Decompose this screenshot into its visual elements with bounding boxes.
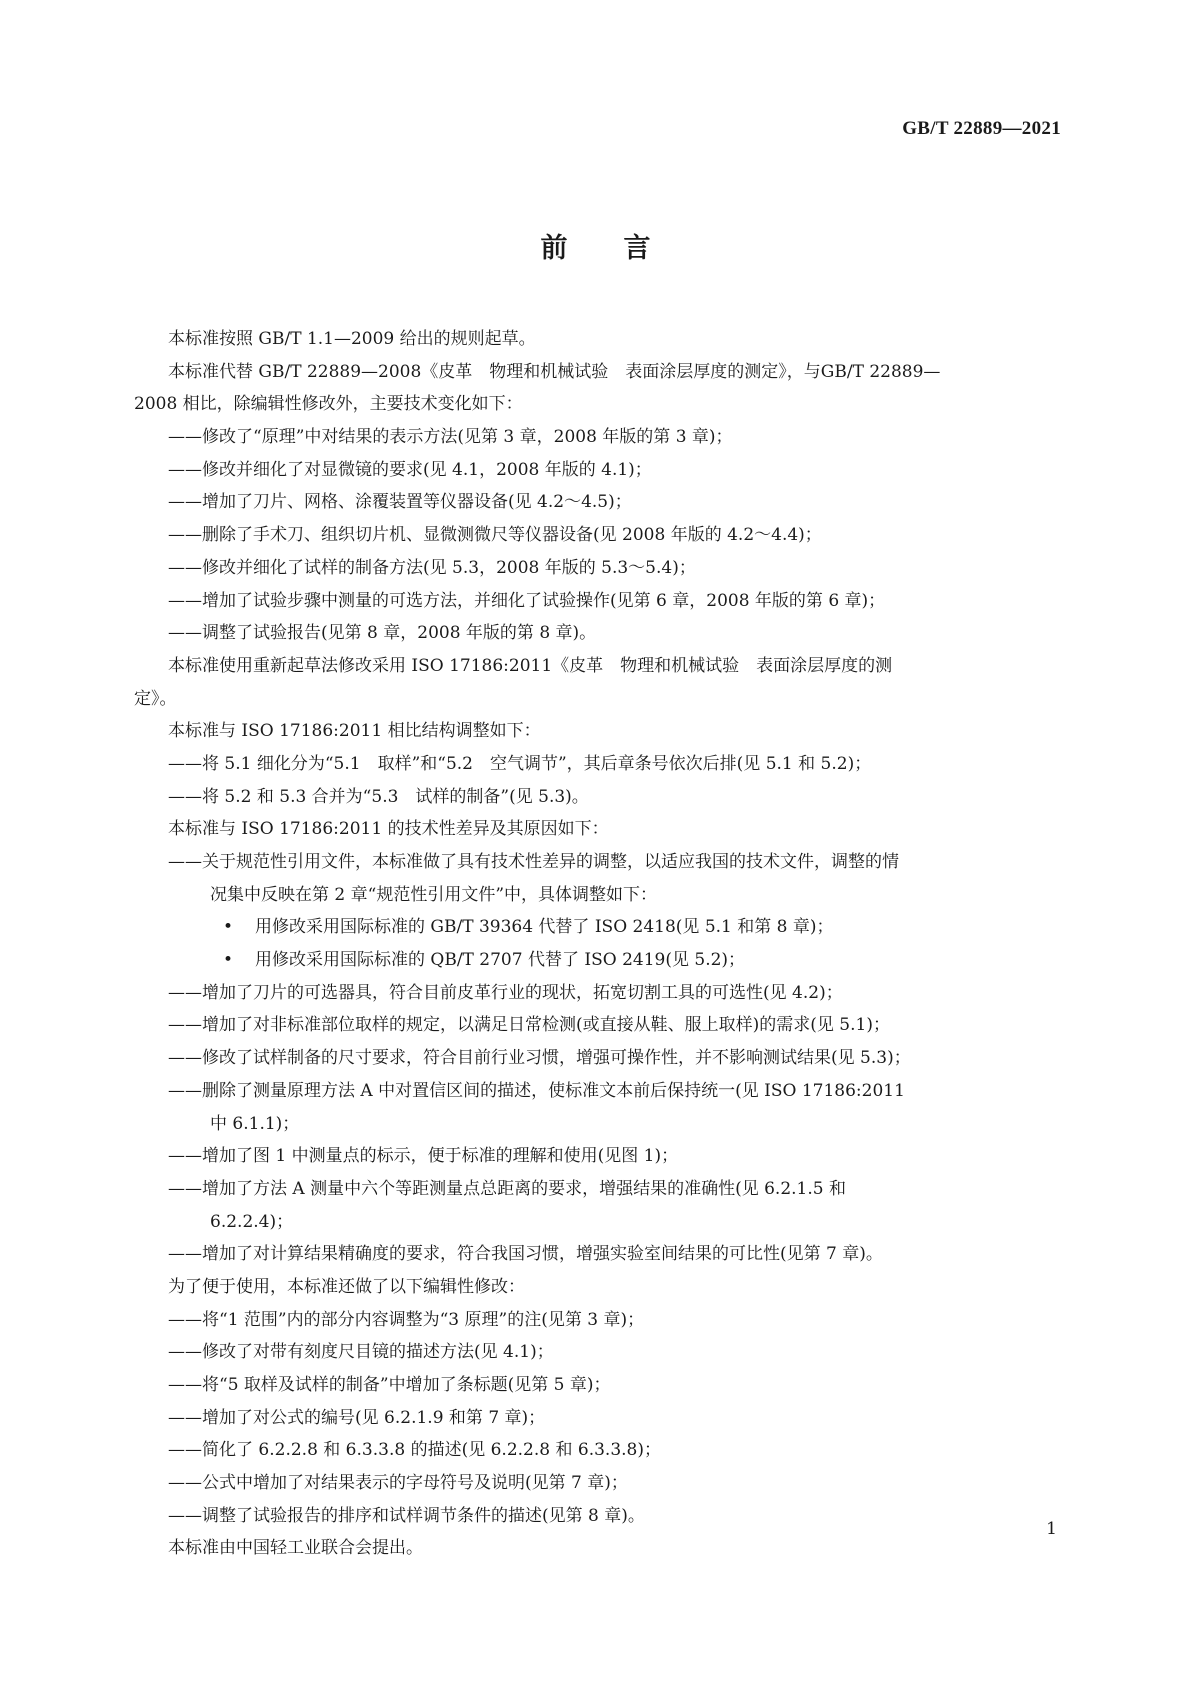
list-item: ——修改并细化了试样的制备方法(见 5.3，2008 年版的 5.3～5.4)； <box>168 557 696 578</box>
list-item: ——关于规范性引用文件，本标准做了具有技术性差异的调整，以适应我国的技术文件，调整的情 <box>168 852 899 872</box>
paragraph-line: 本标准与 ISO 17186:2011 相比结构调整如下： <box>168 721 541 742</box>
list-item: ——增加了对公式的编号(见 6.2.1.9 和第 7 章)； <box>168 1407 546 1428</box>
list-item: ——增加了方法 A 测量中六个等距测量点总距离的要求，增强结果的准确性(见 6.2.1.5 和 <box>168 1178 846 1199</box>
bullet-dot-icon: • <box>223 950 234 971</box>
paragraph-line: 定》。 <box>134 688 177 709</box>
paragraph-line: 本标准代替 GB/T 22889—2008《皮革 物理和机械试验 表面涂层厚度的测定》，与GB/T 22889— <box>168 361 941 382</box>
foreword-body <box>134 323 1062 1565</box>
list-item: ——将 5.1 细化分为“5.1 取样”和“5.2 空气调节”，其后章条号依次后排(见 5.1 和 5.2)； <box>168 753 872 774</box>
list-item: ——修改了试样制备的尺寸要求，符合目前行业习惯，增强可操作性，并不影响测试结果(见 5.3)； <box>168 1048 911 1069</box>
bullet-item <box>134 911 1062 944</box>
paragraph-line: 中 6.1.1)； <box>210 1113 300 1134</box>
paragraph-line: 2008 相比，除编辑性修改外，主要技术变化如下： <box>134 394 523 415</box>
list-item: ——删除了测量原理方法 A 中对置信区间的描述，使标准文本前后保持统一(见 ISO 17186:2011 <box>168 1080 905 1101</box>
page-number: 1 <box>1046 1519 1057 1539</box>
list-item: ——简化了 6.2.2.8 和 6.3.3.8 的描述(见 6.2.2.8 和 6.3.3.8)； <box>168 1440 661 1461</box>
list-item: ——将“5 取样及试样的制备”中增加了条标题(见第 5 章)； <box>168 1375 611 1395</box>
list-item: ——增加了对计算结果精确度的要求，符合我国习惯，增强实验室间结果的可比性(见第 7 章)。 <box>168 1244 883 1265</box>
list-item: ——删除了手术刀、组织切片机、显微测微尺等仪器设备(见 2008 年版的 4.2～4.4)； <box>168 525 822 546</box>
paragraph-line: 况集中反映在第 2 章“规范性引用文件”中，具体调整如下： <box>210 884 658 905</box>
paragraph-line: 本标准与 ISO 17186:2011 的技术性差异及其原因如下： <box>168 819 609 840</box>
list-item: ——增加了刀片、网格、涂覆装置等仪器设备(见 4.2～4.5)； <box>168 492 632 513</box>
page-title <box>0 226 1191 265</box>
bullet-item <box>134 944 1062 977</box>
document-code: GB/T 22889—2021 <box>902 118 1061 139</box>
bullet-dot-icon: • <box>223 917 234 938</box>
list-item: ——将“1 范围”内的部分内容调整为“3 原理”的注(见第 3 章)； <box>168 1309 645 1330</box>
bullet-text: 用修改采用国际标准的 GB/T 39364 代替了 ISO 2418(见 5.1 和第 8 章)； <box>255 917 834 938</box>
list-item: ——调整了试验报告的排序和试样调节条件的描述(见第 8 章)。 <box>168 1505 645 1526</box>
list-item: ——将 5.2 和 5.3 合并为“5.3 试样的制备”(见 5.3)。 <box>168 786 589 807</box>
paragraph-line: 本标准使用重新起草法修改采用 ISO 17186:2011《皮革 物理和机械试验 表面涂层厚度的测 <box>168 655 893 676</box>
list-item: ——调整了试验报告(见第 8 章，2008 年版的第 8 章)。 <box>168 623 597 644</box>
list-item: ——修改并细化了对显微镜的要求(见 4.1，2008 年版的 4.1)； <box>168 459 652 480</box>
list-item: ——增加了刀片的可选器具，符合目前皮革行业的现状，拓宽切割工具的可选性(见 4.2)； <box>168 982 843 1003</box>
list-item: ——修改了“原理”中对结果的表示方法(见第 3 章，2008 年版的第 3 章)； <box>168 427 733 448</box>
bullet-text: 用修改采用国际标准的 QB/T 2707 代替了 ISO 2419(见 5.2)； <box>255 950 746 971</box>
list-item: ——增加了对非标准部位取样的规定，以满足日常检测(或直接从鞋、服上取样)的需求(见 5.1)； <box>168 1015 890 1036</box>
paragraph-line: 本标准由中国轻工业联合会提出。 <box>168 1538 423 1559</box>
list-item: ——公式中增加了对结果表示的字母符号及说明(见第 7 章)； <box>168 1473 628 1494</box>
list-item: ——增加了图 1 中测量点的标示，便于标准的理解和使用(见图 1)； <box>168 1146 679 1167</box>
paragraph-line: 6.2.2.4)； <box>210 1211 294 1232</box>
title-char-2: 言 <box>623 233 651 264</box>
paragraph-line: 为了便于使用，本标准还做了以下编辑性修改： <box>168 1276 525 1297</box>
title-char-1: 前 <box>540 233 568 264</box>
paragraph-line: 本标准按照 GB/T 1.1—2009 给出的规则起草。 <box>168 329 536 349</box>
list-item: ——增加了试验步骤中测量的可选方法，并细化了试验操作(见第 6 章，2008 年版的第 6 章)； <box>168 590 886 611</box>
list-item: ——修改了对带有刻度尺目镜的描述方法(见 4.1)； <box>168 1342 554 1363</box>
